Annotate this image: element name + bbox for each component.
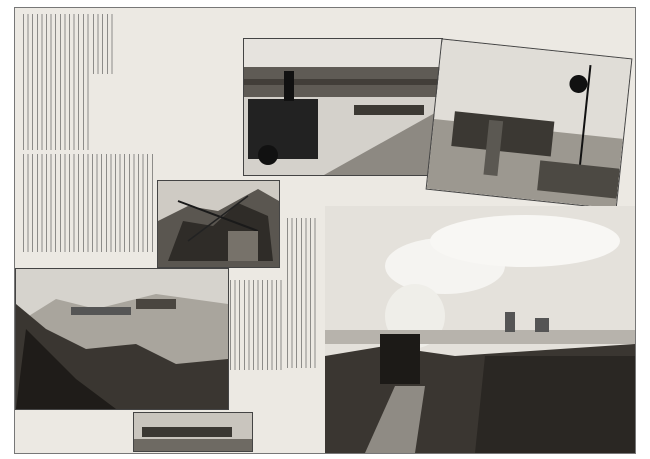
photo-soldier-flag bbox=[426, 38, 633, 209]
article-text-column-right bbox=[230, 280, 284, 370]
article-text-column-mid bbox=[23, 154, 155, 252]
article-text-column-top bbox=[23, 14, 89, 150]
photo-mine-cars bbox=[133, 412, 253, 452]
photo-coal-field bbox=[15, 268, 229, 410]
caption-text-column-center bbox=[287, 218, 319, 368]
photo-locomotive-opening bbox=[325, 206, 635, 453]
magazine-spread bbox=[14, 7, 636, 454]
photo-train-crowd bbox=[243, 38, 443, 176]
article-text-column-top-2 bbox=[93, 14, 115, 74]
photo-ruined-building bbox=[157, 180, 280, 268]
